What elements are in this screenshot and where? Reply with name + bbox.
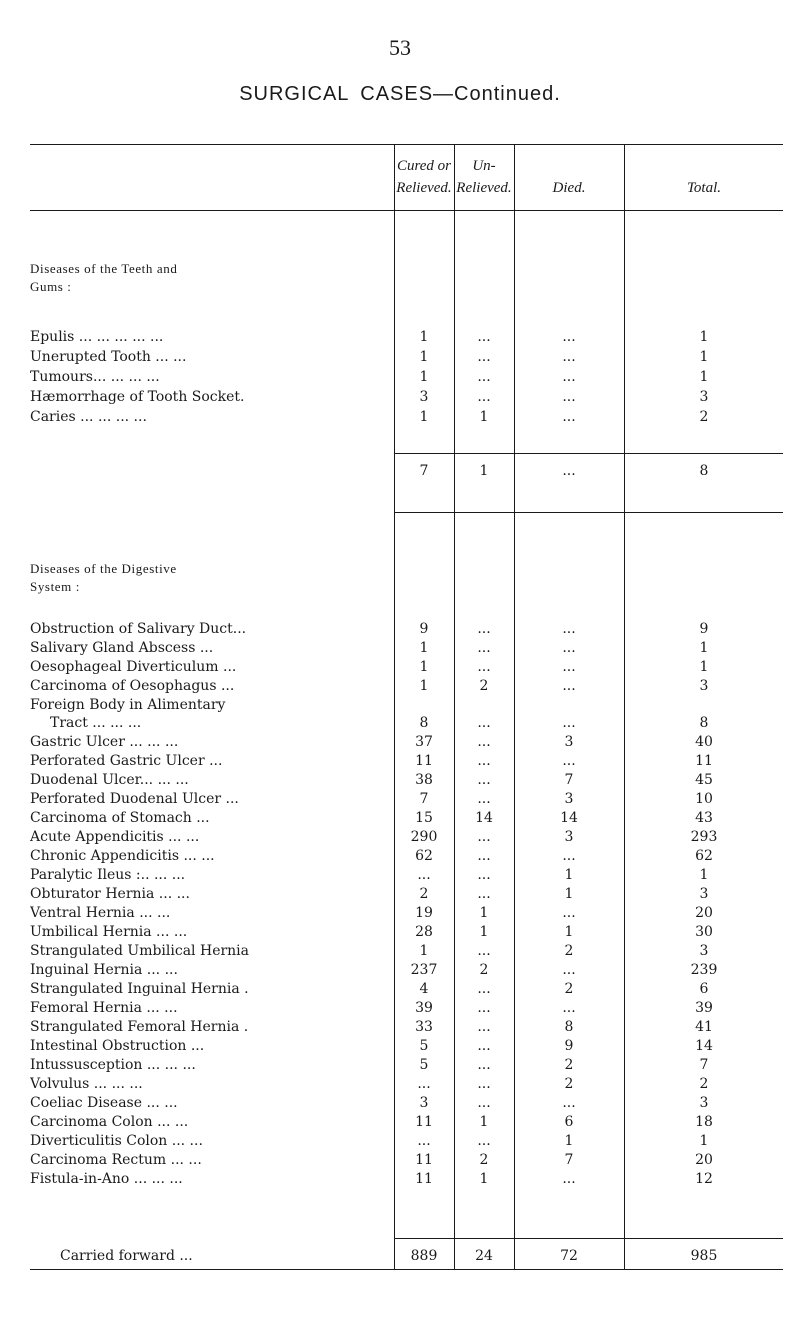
section-title-teeth-gums: Diseases of the Teeth and Gums : xyxy=(30,261,178,294)
page-number: 53 xyxy=(389,35,411,60)
subtotal-rule xyxy=(395,453,783,454)
header-rule xyxy=(30,210,783,211)
page-title: SURGICAL CASES—Continued. xyxy=(239,83,561,105)
column-header-cured: Cured or Relieved. xyxy=(396,158,452,196)
carried-forward-rule xyxy=(395,1238,783,1239)
column-header-total: Total. xyxy=(686,180,722,196)
section-end-rule xyxy=(395,512,783,513)
column-header-died: Died. xyxy=(552,180,586,196)
column-header-unrelieved: Un- Relieved. xyxy=(456,158,512,196)
section-title-digestive-system: Diseases of the Digestive System : xyxy=(30,561,177,594)
bottom-rule xyxy=(30,1269,783,1270)
top-rule xyxy=(30,144,783,145)
